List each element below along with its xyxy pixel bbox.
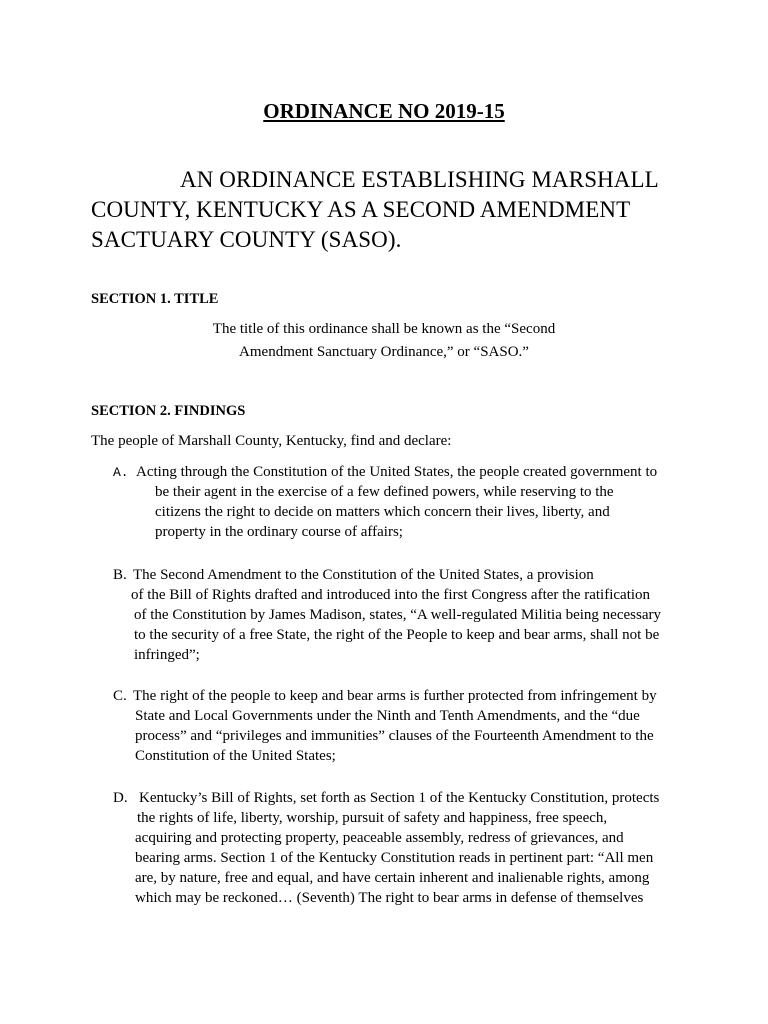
item-d-marker: D.	[113, 790, 128, 806]
ordinance-number-title: ORDINANCE NO 2019-15	[263, 99, 505, 123]
section-2-intro: The people of Marshall County, Kentucky, find and declare:	[91, 433, 452, 449]
item-d-line-5: are, by nature, free and equal, and have certain inherent and inalienable rights, among	[135, 870, 650, 886]
item-d-line-4: bearing arms. Section 1 of the Kentucky Constitution reads in pertinent part: “All men	[135, 850, 654, 866]
item-d-line-3: acquiring and protecting property, peaceable assembly, redress of grievances, and	[135, 830, 624, 846]
section-1-line-1: The title of this ordinance shall be known as the “Second	[212, 321, 556, 337]
item-b-line-1: The Second Amendment to the Constitution of the United States, a provision	[133, 567, 594, 583]
ordinance-heading-line-2: COUNTY, KENTUCKY AS A SECOND AMENDMENT	[91, 197, 631, 222]
item-b-line-3: of the Constitution by James Madison, states, “A well-regulated Militia being necessary	[134, 607, 661, 623]
item-c-line-3: process” and “privileges and immunities” clauses of the Fourteenth Amendment to the	[135, 728, 654, 744]
item-b-line-5: infringed”;	[134, 647, 200, 663]
item-a-line-4: property in the ordinary course of affairs;	[155, 524, 403, 540]
item-d-line-2: the rights of life, liberty, worship, pursuit of safety and happiness, free speech,	[137, 810, 608, 826]
item-d-line-6: which may be reckoned… (Seventh) The right to bear arms in defense of themselves	[135, 890, 644, 906]
section-1-line-2: Amendment Sanctuary Ordinance,” or “SASO.”	[239, 344, 529, 360]
item-c-line-1: The right of the people to keep and bear arms is further protected from infringement by	[133, 688, 657, 704]
item-a-line-2: be their agent in the exercise of a few defined powers, while reserving to the	[155, 484, 614, 500]
item-d-line-1: Kentucky’s Bill of Rights, set forth as Section 1 of the Kentucky Constitution, protects	[139, 790, 660, 806]
item-a-marker: A.	[113, 465, 129, 480]
item-a-line-3: citizens the right to decide on matters which concern their lives, liberty, and	[155, 504, 610, 520]
ordinance-heading-line-3: SACTUARY COUNTY (SASO).	[91, 227, 402, 252]
item-b-line-2: of the Bill of Rights drafted and introduced into the first Congress after the ratification	[131, 587, 651, 603]
item-b-marker: B.	[113, 567, 127, 583]
item-c-marker: C.	[113, 688, 127, 704]
item-c-line-2: State and Local Governments under the Ninth and Tenth Amendments, and the “due	[135, 708, 640, 724]
item-c-line-4: Constitution of the United States;	[135, 748, 336, 764]
item-a-line-1: Acting through the Constitution of the United States, the people created government to	[136, 464, 658, 480]
section-2-heading: SECTION 2. FINDINGS	[91, 403, 246, 419]
ordinance-heading-line-1: AN ORDINANCE ESTABLISHING MARSHALL	[180, 167, 659, 192]
item-b-line-4: to the security of a free State, the right of the People to keep and bear arms, shall not be	[134, 627, 660, 643]
section-1-heading: SECTION 1. TITLE	[91, 291, 219, 307]
